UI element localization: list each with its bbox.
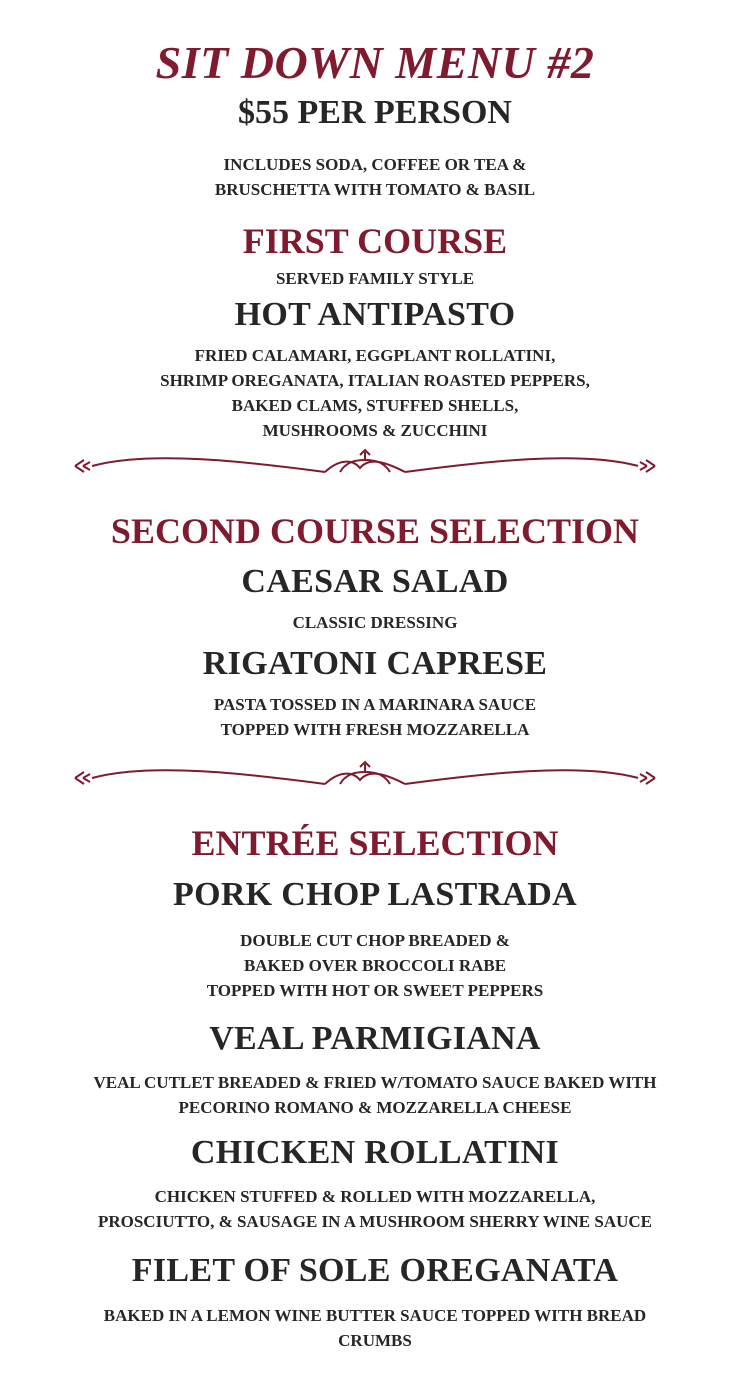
first-course-subheading: SERVED FAMILY STYLE [275,269,475,288]
desc-line: PASTA TOSSED IN A MARINARA SAUCE [213,695,537,714]
desc-line: CRUMBS [338,1331,412,1350]
desc-line: TOPPED WITH HOT OR SWEET PEPPERS [206,981,544,1000]
dish-desc-caesar-salad [0,610,750,635]
entree-heading: ENTRÉE SELECTION [191,823,559,863]
dish-name-hot-antipasto: HOT ANTIPASTO [234,296,516,333]
desc-line: SHRIMP OREGANATA, ITALIAN ROASTED PEPPERS, [160,371,590,390]
desc-line: PROSCIUTTO, & SAUSAGE IN A MUSHROOM SHERRY WINE SAUCE [97,1212,653,1231]
dish-desc-veal-parmigiana [0,1070,750,1120]
first-course-heading: FIRST COURSE [242,221,508,261]
desc-line: CLASSIC DRESSING [292,613,458,632]
desc-line: BAKED CLAMS, STUFFED SHELLS, [231,396,519,415]
dish-desc-chicken-rollatini [0,1184,750,1234]
second-course-heading: SECOND COURSE SELECTION [110,511,640,551]
ornamental-divider-icon [70,446,660,486]
desc-line: BAKED OVER BROCCOLI RABE [243,956,507,975]
desc-line: MUSHROOMS & ZUCCHINI [262,421,488,440]
ornamental-divider-icon [70,758,660,798]
includes-line: INCLUDES SODA, COFFEE OR TEA & [223,155,527,174]
dish-desc-filet-of-sole-oreganata [0,1303,750,1353]
includes-line: BRUSCHETTA WITH TOMATO & BASIL [214,180,536,199]
desc-line: FRIED CALAMARI, EGGPLANT ROLLATINI, [194,346,556,365]
dish-name-chicken-rollatini: CHICKEN ROLLATINI [190,1134,560,1171]
menu-price: $55 PER PERSON [238,94,512,131]
menu-includes [0,152,750,202]
dish-name-filet-of-sole-oreganata: FILET OF SOLE OREGANATA [131,1252,619,1289]
dish-name-pork-chop-lastrada: PORK CHOP LASTRADA [173,876,577,913]
dish-desc-hot-antipasto [0,343,750,443]
desc-line: DOUBLE CUT CHOP BREADED & [240,931,510,950]
desc-line: CHICKEN STUFFED & ROLLED WITH MOZZARELLA, [154,1187,596,1206]
desc-line: TOPPED WITH FRESH MOZZARELLA [220,720,530,739]
menu-title: SIT DOWN MENU #2 [155,37,595,88]
dish-name-veal-parmigiana: VEAL PARMIGIANA [209,1020,541,1057]
desc-line: VEAL CUTLET BREADED & FRIED W/TOMATO SAUCE BAKED WITH [93,1073,657,1092]
dish-desc-rigatoni-caprese [0,692,750,742]
dish-name-rigatoni-caprese: RIGATONI CAPRESE [202,645,548,682]
dish-desc-pork-chop-lastrada [0,928,750,1003]
desc-line: PECORINO ROMANO & MOZZARELLA CHEESE [178,1098,572,1117]
desc-line: BAKED IN A LEMON WINE BUTTER SAUCE TOPPED WITH BREAD [103,1306,647,1325]
dish-name-caesar-salad: CAESAR SALAD [241,563,509,600]
